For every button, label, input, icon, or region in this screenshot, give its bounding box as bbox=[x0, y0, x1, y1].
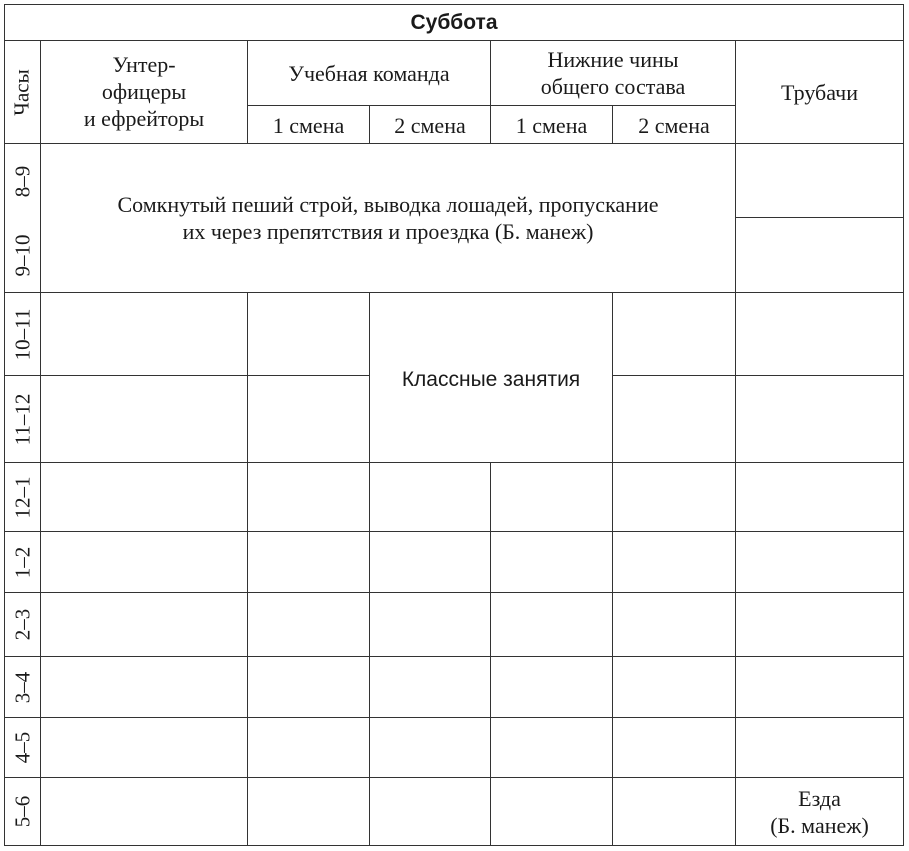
hour-label: 3–4 bbox=[10, 671, 34, 703]
hour-label: 10–11 bbox=[10, 308, 35, 360]
grid-line bbox=[613, 375, 904, 376]
grid-line bbox=[735, 40, 736, 846]
nco-header-line: и ефрейторы bbox=[83, 105, 205, 131]
grid-line bbox=[4, 292, 904, 293]
hour-label: 12–1 bbox=[10, 476, 34, 518]
riding-cell-line: (Б. манеж) bbox=[770, 812, 869, 838]
grid-line bbox=[4, 375, 370, 376]
hour-label: 2–3 bbox=[10, 608, 34, 641]
grid-line bbox=[4, 717, 904, 718]
class-lessons-cell: Классные занятия bbox=[401, 367, 581, 391]
drill-cell bbox=[41, 144, 735, 292]
hour-label: 11–12 bbox=[10, 393, 35, 445]
hours-header: Часы bbox=[10, 68, 34, 116]
grid-line bbox=[612, 292, 613, 846]
shift-header: 1 смена bbox=[272, 112, 345, 138]
drill-cell-line: их через препятствия и проездка (Б. манеж) bbox=[182, 219, 594, 244]
lower-ranks-header bbox=[491, 41, 735, 105]
grid-line bbox=[490, 462, 491, 846]
grid-line bbox=[4, 592, 904, 593]
lower-ranks-header-line: Нижние чины bbox=[547, 47, 679, 72]
nco-header-line: Унтер- bbox=[112, 51, 176, 77]
lower-ranks-header-line: общего состава bbox=[540, 74, 686, 99]
nco-header-line: офицеры bbox=[101, 78, 187, 104]
shift-header: 2 смена bbox=[638, 112, 710, 138]
riding-cell bbox=[736, 778, 903, 845]
grid-line bbox=[4, 531, 904, 532]
nco-header bbox=[41, 46, 247, 136]
table-title: Суббота bbox=[410, 11, 498, 34]
grid-line bbox=[4, 462, 904, 463]
training-team-header: Учебная команда bbox=[288, 60, 450, 86]
hour-label: 9–10 bbox=[10, 234, 34, 276]
shift-header: 2 смена bbox=[394, 112, 466, 138]
hour-label: 8–9 bbox=[10, 165, 34, 197]
hour-label: 4–5 bbox=[10, 731, 34, 764]
drill-cell-line: Сомкнутый пеший строй, выводка лошадей, пропускание bbox=[117, 192, 659, 217]
grid-line bbox=[4, 656, 904, 657]
table-border bbox=[903, 4, 904, 846]
trumpeters-header: Трубачи bbox=[781, 80, 858, 105]
grid-line bbox=[735, 217, 904, 218]
shift-header: 1 смена bbox=[515, 112, 588, 138]
riding-cell-line: Езда bbox=[798, 785, 841, 811]
hour-label: 1–2 bbox=[10, 546, 34, 578]
grid-line bbox=[247, 292, 248, 846]
hour-label: 5–6 bbox=[10, 795, 34, 828]
table-border bbox=[4, 845, 904, 846]
